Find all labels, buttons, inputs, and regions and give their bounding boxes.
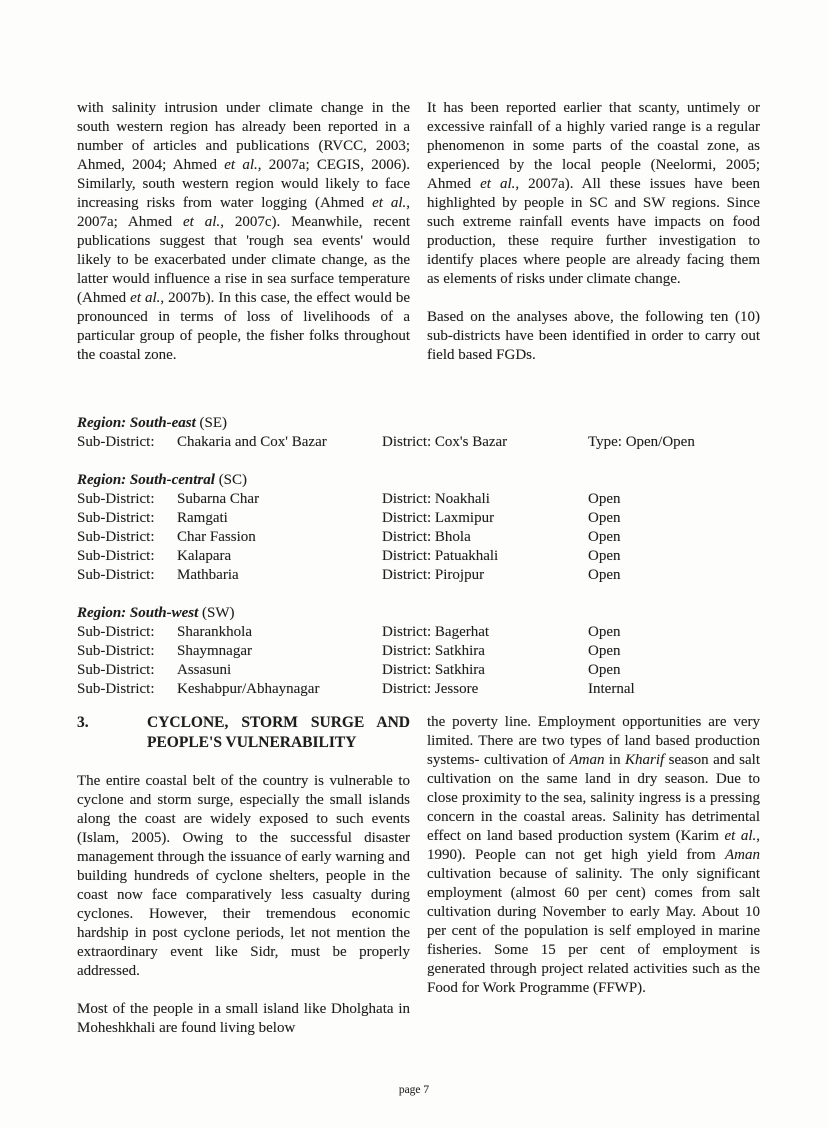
text-segment: et al. xyxy=(724,828,757,844)
text-segment: et al. xyxy=(372,195,407,211)
fgd-row xyxy=(77,490,760,509)
sub-district-value: Ramgati xyxy=(177,510,228,526)
text-segment: It has been reported earlier that scanty, untimely or excessive rainfall of a highly varied range is a regular phenomenon in some parts of the coastal zone, as experienced by the local people (Neelormi, 2005; Ahmed xyxy=(427,100,760,192)
sub-district-value: Sharankhola xyxy=(177,624,252,640)
row-label: Sub-District: xyxy=(77,491,155,507)
text-segment: , 2007b). In this case, the effect would be pronounced in terms of loss of livelihoods of a particular group of people, the fisher folks throughout the coastal zone. xyxy=(77,290,410,363)
fgd-row xyxy=(77,623,760,642)
text-segment: et al. xyxy=(224,157,258,173)
text-segment: et al. xyxy=(480,176,516,192)
row-label: Sub-District: xyxy=(77,624,155,640)
district-value: District: Laxmipur xyxy=(382,510,495,526)
text-segment: (SE) xyxy=(195,415,228,431)
text-segment: Most of the people in a small island like Dholghata in Moheshkhali are found living below xyxy=(77,1001,410,1036)
section-number: 3. xyxy=(77,714,89,731)
section3-paragraph xyxy=(77,1000,410,1038)
type-value: Open xyxy=(588,662,621,678)
sub-district-value: Shaymnagar xyxy=(177,643,252,659)
page-number: page 7 xyxy=(398,1084,430,1096)
sub-district-value: Keshabpur/Abhaynagar xyxy=(177,681,320,697)
text-segment: (SW) xyxy=(198,605,235,621)
text-segment: , 1990). People can not get high yield from xyxy=(427,828,761,863)
section-title-line: CYCLONE, STORM SURGE AND xyxy=(147,714,410,731)
fgd-row xyxy=(77,642,760,661)
text-segment: the poverty line. Employment opportunities are very limited. There are two types of land based production systems- cultivation of xyxy=(427,714,760,768)
type-value: Internal xyxy=(588,681,635,697)
type-value: Type: Open/Open xyxy=(588,434,695,450)
section-3 xyxy=(77,713,760,1038)
row-label: Sub-District: xyxy=(77,681,155,697)
text-segment: season and salt cultivation on the same land in dry season. Due to close proximity to the sea, salinity ingress is a pressing concern in the coastal areas. Salinity has detrimental effect on land based production system (Karim xyxy=(427,752,760,844)
intro-paragraph xyxy=(427,99,760,289)
district-value: District: Satkhira xyxy=(382,643,485,659)
section3-heading xyxy=(77,713,410,753)
intro-paragraph xyxy=(427,308,760,365)
district-value: District: Bhola xyxy=(382,529,471,545)
type-value: Open xyxy=(588,529,621,545)
district-value: District: Patuakhali xyxy=(382,548,499,564)
fgd-row xyxy=(77,680,760,699)
intro-right-column xyxy=(427,99,760,384)
section3-paragraph xyxy=(77,772,410,981)
region-group-south-west xyxy=(77,604,760,699)
text-segment: The entire coastal belt of the country is vulnerable to cyclone and storm surge, especially the small islands along the coast are widely exposed to such events (Islam, 2005). Owing to the successful disaster management through the issuance of early warning and building hundreds of cyclone shelters, people in the coast now face comparatively less casualty during cyclones. However, their tremendous economic hardship in post cyclone periods, let not mention the extraordinary event like Sidr, must be properly addressed. xyxy=(77,773,410,979)
text-segment: Aman xyxy=(569,752,605,768)
section-title xyxy=(147,713,410,753)
district-value: District: Noakhali xyxy=(382,491,490,507)
row-label: Sub-District: xyxy=(77,548,155,564)
type-value: Open xyxy=(588,491,621,507)
text-segment: , 2007a; CEGIS, 2006). Similarly, south western region would likely to face increasing risks from water logging (Ahmed xyxy=(77,157,410,211)
type-value: Open xyxy=(588,567,621,583)
fgd-row xyxy=(77,433,760,452)
region-header xyxy=(77,414,760,433)
section3-paragraph xyxy=(427,713,760,998)
text-segment: Region: South-west xyxy=(77,605,199,621)
text-segment: cultivation because of salinity. The only significant employment (almost 60 per cent) comes from salt cultivation during November to early May. About 10 per cent of the population is self employed in marine fisheries. Some 15 per cent of employment is generated through project related activities such as the Food for Work Programme (FFWP). xyxy=(427,866,760,996)
section3-left-column xyxy=(77,713,410,1038)
section-title-line: PEOPLE'S VULNERABILITY xyxy=(147,734,357,751)
text-segment: in xyxy=(604,752,626,768)
type-value: Open xyxy=(588,548,621,564)
fgd-site-list xyxy=(77,414,760,699)
sub-district-value: Subarna Char xyxy=(177,491,260,507)
type-value: Open xyxy=(588,510,621,526)
text-segment: et al. xyxy=(130,290,161,306)
region-header xyxy=(77,604,760,623)
fgd-row xyxy=(77,528,760,547)
text-segment: , 2007c). Meanwhile, recent publications suggest that 'rough sea events' would likely to be exacerbated under climate change, as the latter would influence a rise in sea surface temperature (Ahmed xyxy=(77,214,410,306)
text-segment: (SC) xyxy=(214,472,248,488)
fgd-row xyxy=(77,509,760,528)
text-segment: , 2007a). All these issues have been highlighted by people in SC and SW regions. Since such extreme rainfall events have impacts on food production, these require further investigation to identify places where people are already facing them as elements of risks under climate change. xyxy=(427,176,760,287)
row-label: Sub-District: xyxy=(77,643,155,659)
district-value: District: Jessore xyxy=(382,681,479,697)
text-segment: Based on the analyses above, the following ten (10) sub-districts have been identified in order to carry out field based FGDs. xyxy=(427,309,760,363)
row-label: Sub-District: xyxy=(77,567,155,583)
district-value: District: Pirojpur xyxy=(382,567,485,583)
row-label: Sub-District: xyxy=(77,662,155,678)
row-label: Sub-District: xyxy=(77,529,155,545)
section3-right-column xyxy=(427,713,760,1038)
text-segment: Kharif xyxy=(625,752,665,768)
sub-district-value: Assasuni xyxy=(177,662,232,678)
fgd-row xyxy=(77,547,760,566)
fgd-row xyxy=(77,566,760,585)
text-segment: with salinity intrusion under climate change in the south western region has already been reported in a number of articles and publications (RVCC, 2003; Ahmed, 2004; Ahmed xyxy=(77,100,410,173)
text-segment: , 2007a; Ahmed xyxy=(77,195,410,230)
text-segment: Aman xyxy=(725,847,760,863)
text-segment: et al. xyxy=(183,214,221,230)
type-value: Open xyxy=(588,624,621,640)
intro-section xyxy=(77,99,760,384)
type-value: Open xyxy=(588,643,621,659)
intro-left-column xyxy=(77,99,410,384)
text-segment: Region: South-east xyxy=(77,415,196,431)
fgd-row xyxy=(77,661,760,680)
region-group-south-east xyxy=(77,414,760,452)
region-header xyxy=(77,471,760,490)
sub-district-value: Kalapara xyxy=(177,548,232,564)
region-group-south-central xyxy=(77,471,760,585)
sub-district-value: Mathbaria xyxy=(177,567,239,583)
row-label: Sub-District: xyxy=(77,434,155,450)
text-segment: Region: South-central xyxy=(77,472,215,488)
sub-district-value: Chakaria and Cox' Bazar xyxy=(177,434,327,450)
district-value: District: Cox's Bazar xyxy=(382,434,508,450)
district-value: District: Satkhira xyxy=(382,662,485,678)
intro-paragraph xyxy=(77,99,410,365)
row-label: Sub-District: xyxy=(77,510,155,526)
district-value: District: Bagerhat xyxy=(382,624,490,640)
sub-district-value: Char Fassion xyxy=(177,529,256,545)
